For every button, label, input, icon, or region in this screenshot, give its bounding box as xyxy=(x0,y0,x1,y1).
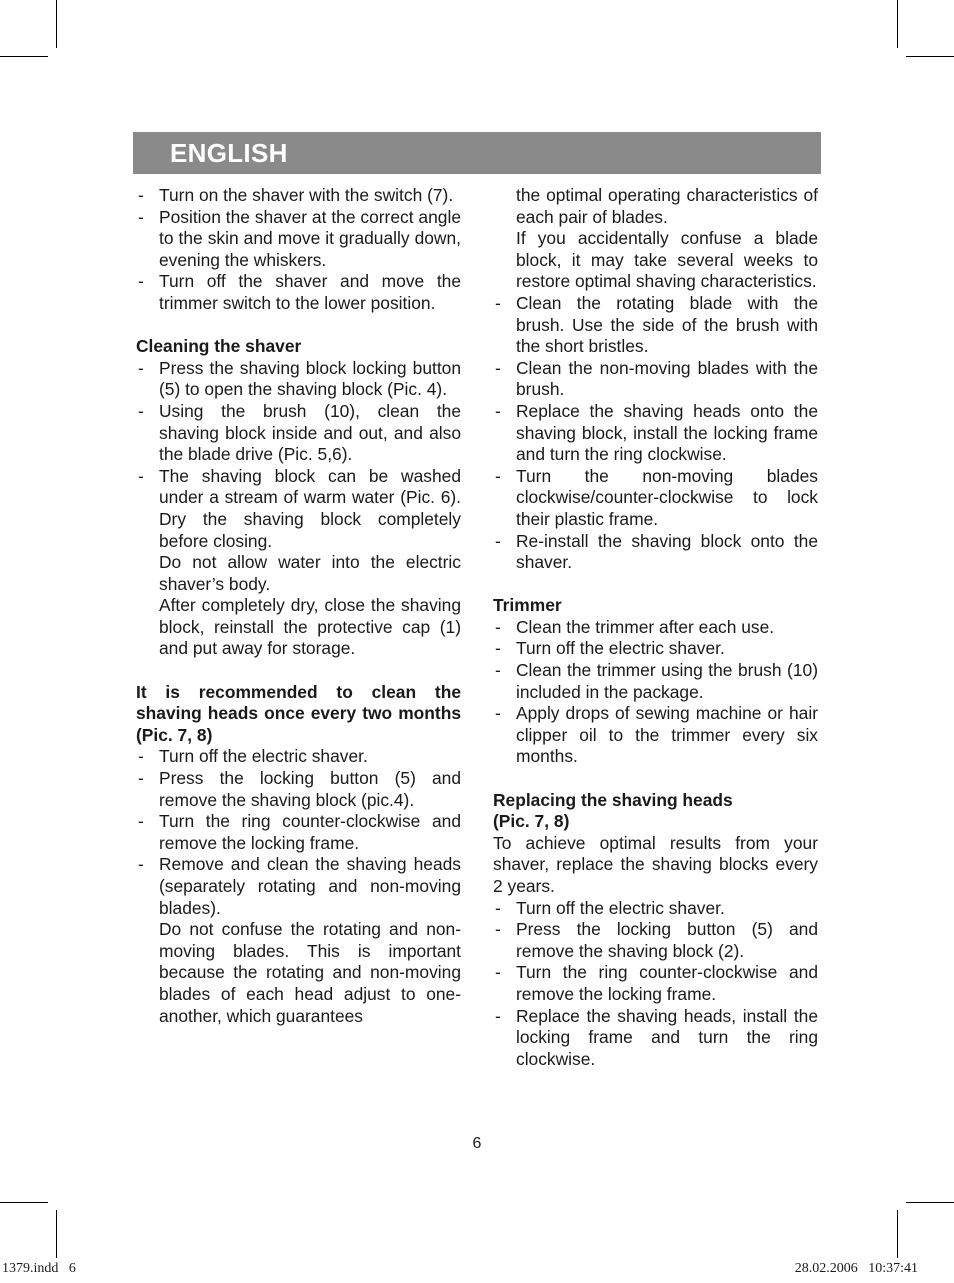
crop-mark-top-right-v xyxy=(897,0,898,48)
list-item: - Turn the non-moving blades clockwise/counter-clockwise to lock their plastic frame. xyxy=(493,466,818,531)
list-item: - Turn off the shaver and move the trimmer switch to the lower position. xyxy=(136,271,461,314)
list-item: - Turn off the electric shaver. xyxy=(493,898,818,920)
list-item: - Remove and clean the shaving heads (separately rotating and non-moving blades). xyxy=(136,854,461,919)
crop-mark-top-left-v xyxy=(56,0,57,48)
list-item: - Apply drops of sewing machine or hair clipper oil to the trimmer every six months. xyxy=(493,703,818,768)
continuation-text: the optimal operating characteristics of each pair of blades. xyxy=(516,185,818,227)
right-column xyxy=(493,185,818,1070)
list-item: - Clean the trimmer after each use. xyxy=(493,617,818,639)
list-item: - Clean the rotating blade with the brush. Use the side of the brush with the short bristles. xyxy=(493,293,818,358)
list-item: - The shaving block can be washed under a stream of warm water (Pic. 6). Dry the shaving block completely before closing. xyxy=(136,466,461,552)
list-item: - Position the shaver at the correct angle to the skin and move it gradually down, evening the whiskers. xyxy=(136,207,461,272)
page-number: 6 xyxy=(472,1135,482,1152)
crop-mark-bottom-right-h xyxy=(906,1202,954,1203)
print-slug-timestamp: 28.02.2006 10:37:41 xyxy=(794,1261,918,1276)
continuation-text: Do not allow water into the electric shaver’s body. xyxy=(159,552,461,594)
list-item: - Replace the shaving heads, install the locking frame and turn the ring clockwise. xyxy=(493,1006,818,1071)
continuation-text: After completely dry, close the shaving block, reinstall the protective cap (1) and put away for storage. xyxy=(159,595,461,659)
list-item: - Using the brush (10), clean the shaving block inside and out, and also the blade drive (Pic. 5,6). xyxy=(136,401,461,466)
section-heading-replacing: Replacing the shaving heads xyxy=(493,789,733,810)
continuation-text: Do not confuse the rotating and non-moving blades. This is important because the rotating and non-moving blades of each head adjust to one-another, which guarantees xyxy=(159,919,461,1026)
list-item: - Turn the ring counter-clockwise and remove the locking frame. xyxy=(136,811,461,854)
crop-mark-bottom-left-v xyxy=(56,1210,57,1258)
list-item: - Press the shaving block locking button (5) to open the shaving block (Pic. 4). xyxy=(136,358,461,401)
crop-mark-bottom-left-h xyxy=(0,1202,48,1203)
left-column xyxy=(136,185,461,1027)
language-header-bar xyxy=(133,132,821,174)
list-item: - Press the locking button (5) and remove the shaving block (2). xyxy=(493,919,818,962)
list-item: - Turn off the electric shaver. xyxy=(136,746,461,768)
list-item: - Turn off the electric shaver. xyxy=(493,638,818,660)
section-heading-replacing-ref: (Pic. 7, 8) xyxy=(493,811,570,832)
crop-mark-top-left-h xyxy=(0,56,48,57)
crop-mark-top-right-h xyxy=(906,56,954,57)
list-item: - Turn on the shaver with the switch (7). xyxy=(136,185,461,207)
paragraph: To achieve optimal results from your shaver, replace the shaving blocks every 2 years. xyxy=(493,832,818,896)
language-title: ENGLISH xyxy=(170,138,288,168)
list-item: - Replace the shaving heads onto the shaving block, install the locking frame and turn the ring clockwise. xyxy=(493,401,818,466)
crop-mark-bottom-right-v xyxy=(897,1210,898,1258)
list-item: - Press the locking button (5) and remove the shaving block (pic.4). xyxy=(136,768,461,811)
list-item: - Clean the trimmer using the brush (10) included in the package. xyxy=(493,660,818,703)
print-slug-file: 1379.indd 6 xyxy=(2,1261,76,1276)
section-heading-recommended: It is recommended to clean the shaving heads once every two months (Pic. 7, 8) xyxy=(136,681,461,745)
list-item: - Clean the non-moving blades with the brush. xyxy=(493,358,818,401)
section-heading-trimmer: Trimmer xyxy=(493,595,562,616)
continuation-text: If you accidentally confuse a blade block, it may take several weeks to restore optimal shaving characteristics. xyxy=(516,228,818,292)
list-item: - Turn the ring counter-clockwise and remove the locking frame. xyxy=(493,962,818,1005)
list-item: - Re-install the shaving block onto the shaver. xyxy=(493,531,818,574)
section-heading-cleaning: Cleaning the shaver xyxy=(136,336,302,357)
